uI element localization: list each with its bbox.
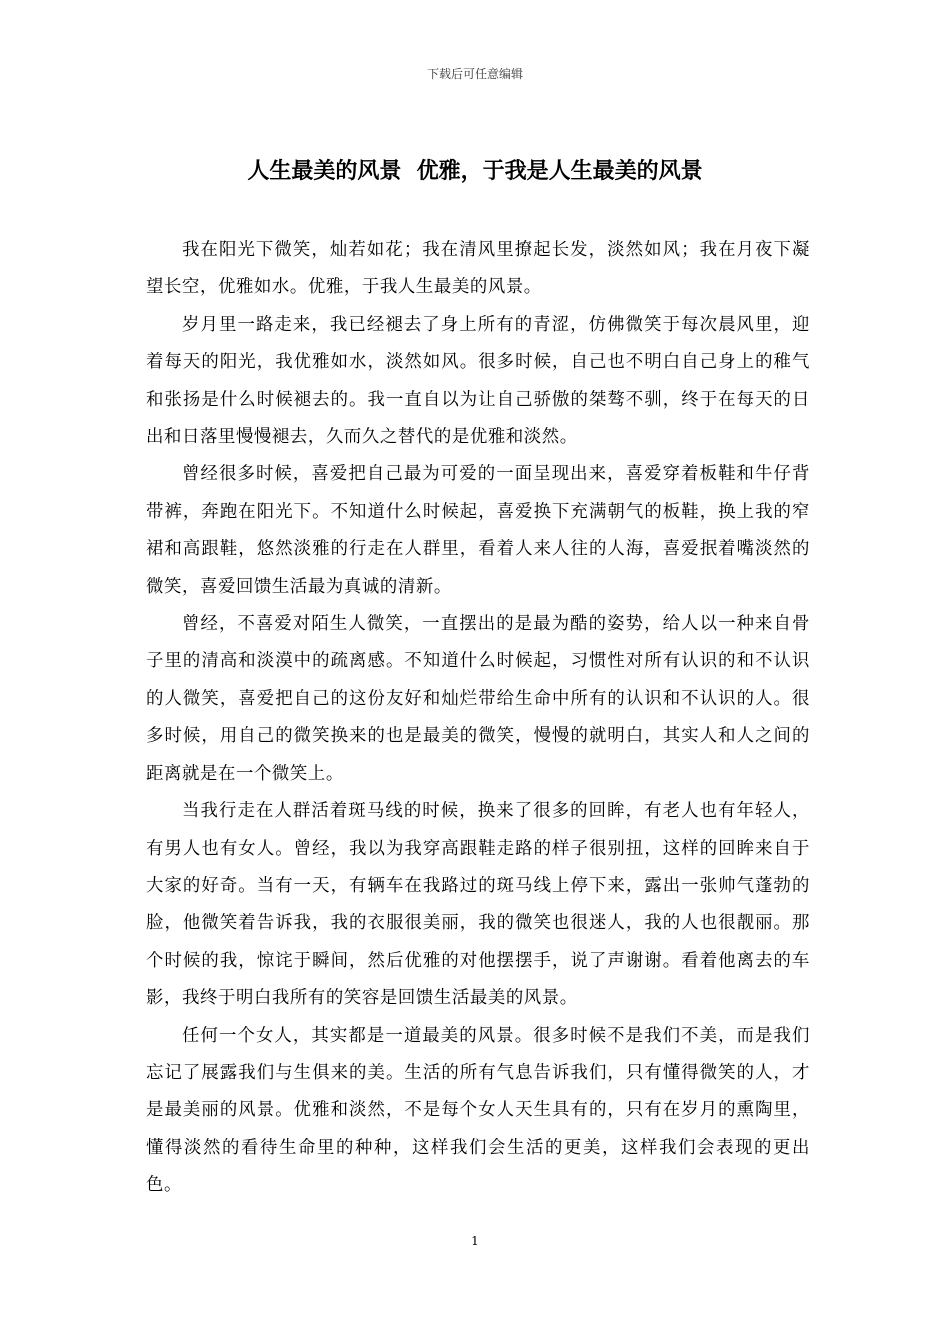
document-title: 人生最美的风景 优雅，于我是人生最美的风景: [247, 158, 703, 184]
paragraph-3: 曾经很多时候，喜爱把自己最为可爱的一面呈现出来，喜爱穿着板鞋和牛仔背带裤，奔跑在阳光下。不知道什么时候起，喜爱换下充满朝气的板鞋，换上我的窄裙和高跟鞋，悠然淡雅的行走在人群里，看着人来人往的人海，喜爱抿着嘴淡然的微笑，喜爱回馈生活最为真诚的清新。: [146, 464, 810, 597]
document-body: [146, 232, 810, 1205]
paragraph-5: 当我行走在人群活着斑马线的时候，换来了很多的回眸，有老人也有年轻人，有男人也有女人。曾经，我以为我穿高跟鞋走路的样子很别扭，这样的回眸来自于大家的好奇。当有一天，有辆车在我路过的斑马线上停下来，露出一张帅气蓬勃的脸，他微笑着告诉我，我的衣服很美丽，我的微笑也很迷人，我的人也很靓丽。那个时候的我，惊诧于瞬间，然后优雅的对他摆摆手，说了声谢谢。看着他离去的车影，我终于明白我所有的笑容是回馈生活最美的风景。: [146, 801, 810, 1009]
paragraph-2: 岁月里一路走来，我已经褪去了身上所有的青涩，仿佛微笑于每次晨风里，迎着每天的阳光，我优雅如水，淡然如风。很多时候，自己也不明白自己身上的稚气和张扬是什么时候褪去的。我一直自以为让自己骄傲的桀骜不驯，终于在每天的日出和日落里慢慢褪去，久而久之替代的是优雅和淡然。: [146, 314, 810, 448]
paragraph-1: 我在阳光下微笑，灿若如花；我在清风里撩起长发，淡然如风；我在月夜下凝望长空，优雅如水。优雅，于我人生最美的风景。: [146, 240, 810, 298]
page-header-note: 下载后可任意编辑: [426, 67, 523, 81]
page-number: 1: [471, 1234, 479, 1248]
paragraph-4: 曾经，不喜爱对陌生人微笑，一直摆出的是最为酷的姿势，给人以一种来自骨子里的清高和淡漠中的疏离感。不知道什么时候起，习惯性对所有认识的和不认识的人微笑，喜爱把自己的这份友好和灿烂带给生命中所有的认识和不认识的人。很多时候，用自己的微笑换来的也是最美的微笑，慢慢的就明白，其实人和人之间的距离就是在一个微笑上。: [146, 614, 810, 784]
paragraph-6: 任何一个女人，其实都是一道最美的风景。很多时候不是我们不美，而是我们忘记了展露我们与生俱来的美。生活的所有气息告诉我们，只有懂得微笑的人，才是最美丽的风景。优雅和淡然，不是每个女人天生具有的，只有在岁月的熏陶里，懂得淡然的看待生命里的种种，这样我们会生活的更美，这样我们会表现的更出色。: [146, 1025, 810, 1196]
